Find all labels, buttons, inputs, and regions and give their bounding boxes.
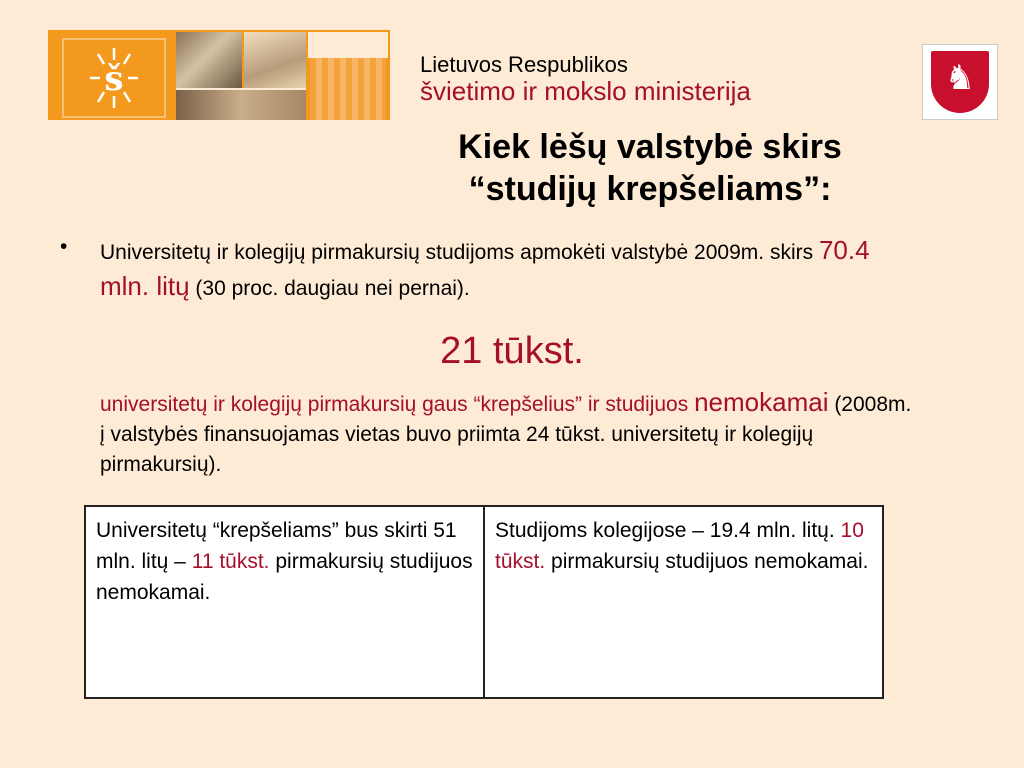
cell-text: pirmakursių studijuos nemokamai. [96,550,473,605]
table-cell-colleges [484,506,883,698]
bullet-text-part: Universitetų ir kolegijų pirmakursių studijoms apmokėti valstybė 2009m. skirs [100,241,819,264]
bullet-icon: • [60,235,68,258]
coat-of-arms-icon [922,44,998,120]
header-photo [244,32,306,88]
ministry-logo-icon [62,38,166,118]
funding-table [84,505,884,699]
svg-text:š: š [104,59,124,99]
title-line: “studijų krepšeliams”: [468,170,832,209]
bullet-text-part: (30 proc. daugiau nei pernai). [189,277,470,301]
table-cell-universities [85,506,484,698]
table-row [85,506,883,698]
ministry-name-line1: Lietuvos Respublikos [420,52,628,77]
cell-text: pirmakursių studijuos nemokamai. [545,550,869,574]
title-line: Kiek lėšų valstybė skirs [458,128,842,166]
paragraph-red-text: universitetų ir kolegijų pirmakursių gaus “krepšelius” ir studijuos [100,393,695,416]
highlight-number: 21 tūkst. [440,330,584,372]
header-spacer [308,32,388,58]
page-title [360,126,940,210]
cell-highlight: 10 tūkst. [495,519,864,574]
header-photo [176,90,306,120]
shield-icon [931,51,989,113]
header-divider [176,88,306,90]
bullet-text [100,232,920,305]
header-photo [176,32,242,88]
paragraph-text: (2008m. į valstybės finansuojamas vietas buvo priimta 24 tūkst. universitetų ir kolegijų pirmakursių). [100,393,912,476]
cell-text: Universitetų “krepšeliams” bus skirti 51 mln. litų – [96,519,457,574]
cell-highlight: 11 tūkst. [191,550,270,574]
ministry-name-line2: švietimo ir mokslo ministerija [420,76,751,106]
knight-icon: ♞ [944,59,976,97]
funding-amount: 70.4 mln. litų [100,235,870,302]
cell-text: Studijoms kolegijose – 19.4 mln. litų. [495,519,841,542]
students-paragraph [100,384,920,479]
paragraph-highlight: nemokamai [694,387,829,417]
header-pattern [310,58,386,120]
